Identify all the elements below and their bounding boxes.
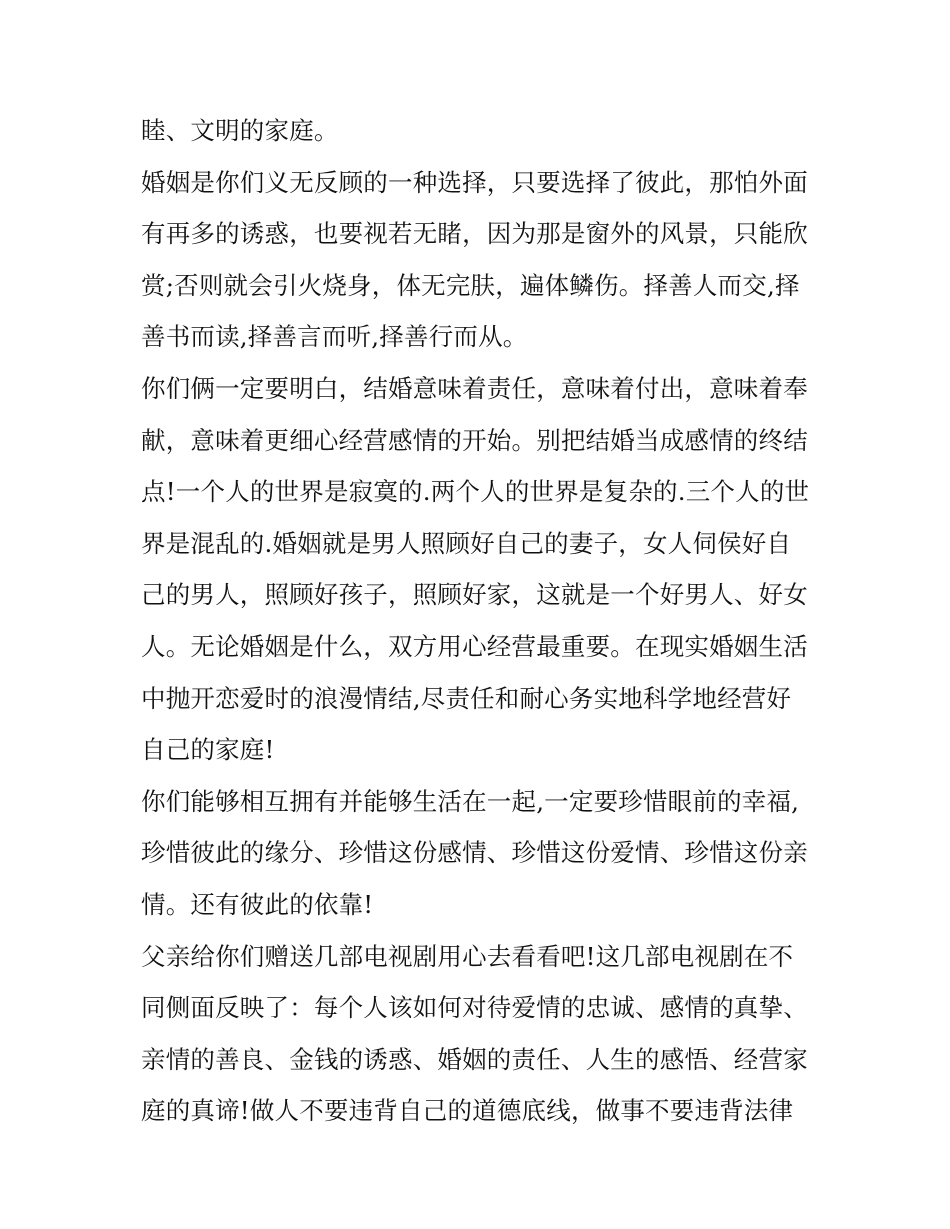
text-line: 情。还有彼此的依靠!	[141, 889, 374, 919]
text-line: 有再多的诱惑，也要视若无睹，因为那是窗外的风景，只能欣	[141, 219, 808, 249]
text-line: 己的男人，照顾好孩子，照顾好家，这就是一个好男人、好女	[141, 580, 808, 610]
text-line: 赏;否则就会引火烧身，体无完肤，遍体鳞伤。择善人而交,择	[141, 270, 800, 300]
text-line: 珍惜彼此的缘分、珍惜这份感情、珍惜这份爱情、珍惜这份亲	[141, 838, 808, 868]
paragraph-2	[141, 157, 821, 363]
text-line: 亲情的善良、金钱的诱惑、婚姻的责任、人生的感悟、经营家	[141, 1044, 808, 1074]
text-line: 人。无论婚姻是什么，双方用心经营最重要。在现实婚姻生活	[141, 631, 808, 661]
text-line: 婚姻是你们义无反顾的一种选择，只要选择了彼此，那怕外面	[141, 167, 808, 197]
text-line: 点!一个人的世界是寂寞的.两个人的世界是复杂的.三个人的世	[141, 477, 810, 507]
paragraph-4	[141, 776, 821, 931]
text-line: 善书而读,择善言而听,择善行而从。	[141, 322, 528, 352]
text-line: 自己的家庭!	[141, 735, 275, 765]
paragraph-3	[141, 363, 821, 776]
text-line: 庭的真谛!做人不要违背自己的道德底线，做事不要违背法律	[141, 1096, 794, 1126]
text-line: 同侧面反映了：每个人该如何对待爱情的忠诚、感情的真挚、	[141, 993, 808, 1023]
text-line: 你们俩一定要明白，结婚意味着责任，意味着付出，意味着奉	[141, 373, 808, 403]
text-line: 父亲给你们赠送几部电视剧用心去看看吧!这几部电视剧在不	[141, 941, 794, 971]
paragraph-5	[141, 931, 821, 1137]
document-body	[141, 105, 821, 1137]
text-line: 睦、文明的家庭。	[141, 116, 339, 145]
paragraph-1	[141, 105, 821, 157]
text-line: 你们能够相互拥有并能够生活在一起,一定要珍惜眼前的幸福,	[141, 786, 800, 816]
text-line: 界是混乱的.婚姻就是男人照顾好自己的妻子，女人伺侯好自	[141, 528, 792, 558]
text-line: 中抛开恋爱时的浪漫情结,尽责任和耐心务实地科学地经营好	[141, 683, 792, 713]
text-line: 献，意味着更细心经营感情的开始。别把结婚当成感情的终结	[141, 425, 808, 455]
